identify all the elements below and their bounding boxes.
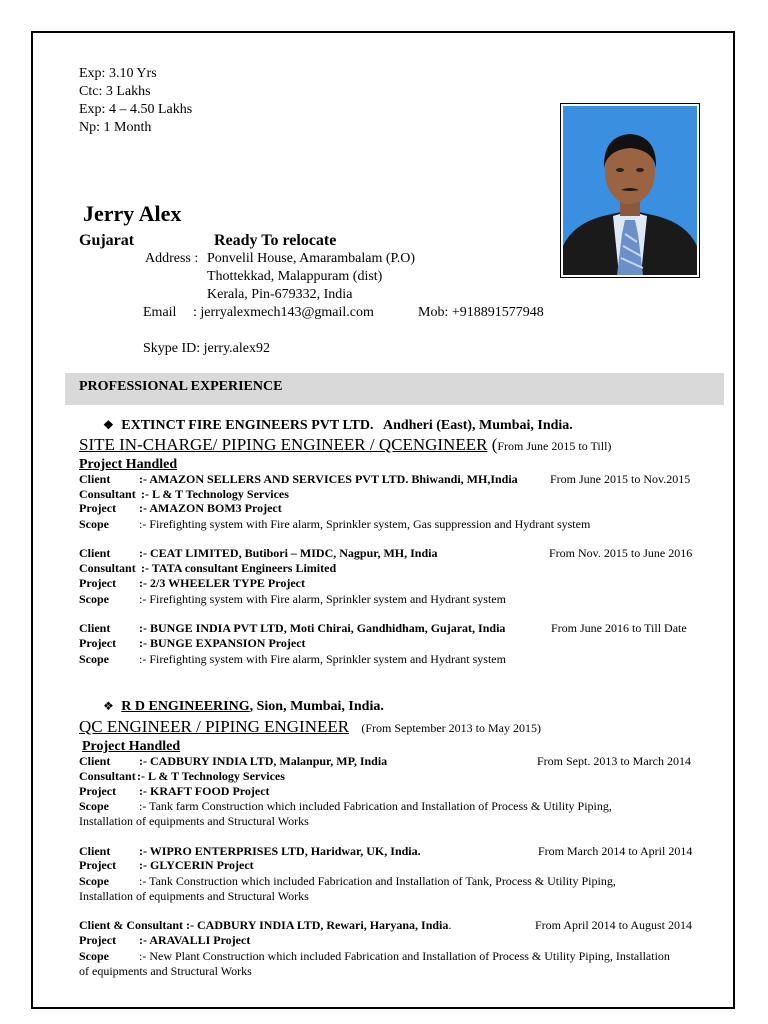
job2-p3-client: Client & Consultant :- CADBURY INDIA LTD, Rewari, Haryana, India. [79,918,452,932]
job2-p2-scope: Scope :- Tank Construction which included Fabrication and Installation of Tank, Process & Utility Piping, [79,874,616,888]
job2-p1-consultant: Consultant:- L & T Technology Services [79,769,285,783]
job1-p3-scope: Scope :- Firefighting system with Fire alarm, Sprinkler system and Hydrant system [79,652,506,666]
candidate-name: Jerry Alex [83,201,182,226]
job2-p2-client: Client :- WIPRO ENTERPRISES LTD, Haridwar, UK, India. [79,844,421,858]
job2-p3-scope: Scope :- New Plant Construction which included Fabrication and Installation of Process & Utility Piping, Installation [79,949,670,963]
address-line-3: Kerala, Pin-679332, India [207,287,353,302]
experience-years: Exp: 3.10 Yrs [79,66,157,81]
job2-location: , Sion, Mumbai, India. [249,699,384,714]
job2-p3-project: Project :- ARAVALLI Project [79,933,251,947]
job2-projects-heading: Project Handled [82,739,181,754]
person-photo-icon [563,106,697,275]
job2-p1-scope-cont: Installation of equipments and Structural Works [79,814,309,828]
job1-p2-consultant: Consultant :- TATA consultant Engineers Limited [79,561,337,575]
job1-p2-project: Project :- 2/3 WHEELER TYPE Project [79,576,305,590]
current-location: Gujarat [79,232,135,249]
notice-period: Np: 1 Month [79,120,152,135]
job1-p3-dates: From June 2016 to Till Date [551,621,687,635]
job2-p2-dates: From March 2014 to April 2014 [538,844,693,858]
job2-role-line [79,716,541,739]
job2-p2-scope-cont: Installation of equipments and Structural Works [79,889,309,903]
job2-p1-scope: Scope :- Tank farm Construction which included Fabrication and Installation of Process & Utility Piping, [79,799,612,813]
expected-ctc: Exp: 4 – 4.50 Lakhs [79,102,193,117]
profile-photo [560,103,700,278]
job1-p2-dates: From Nov. 2015 to June 2016 [549,546,693,560]
diamond-bullet-icon: ❖ [103,699,114,713]
job1-company: EXTINCT FIRE ENGINEERS PVT LTD. [121,418,374,433]
job2-role: QC ENGINEER / PIPING ENGINEER [79,717,350,736]
address-label: Address : [145,251,199,266]
diamond-bullet-icon: ❖ [103,418,114,432]
job2-company-line [103,697,384,716]
job1-location: Andheri (East), Mumbai, India. [382,418,573,433]
mobile-number: Mob: +918891577948 [418,305,544,320]
section-title: PROFESSIONAL EXPERIENCE [79,379,283,394]
address-line-2: Thottekkad, Malappuram (dist) [207,269,383,284]
job2-p1-project: Project :- KRAFT FOOD Project [79,784,270,798]
job1-period: From June 2015 to Till) [497,439,612,453]
job1-period-open: ( [491,435,498,454]
job1-p1-consultant: Consultant :- L & T Technology Services [79,487,289,501]
email-label: Email [143,305,177,320]
job1-p1-project: Project :- AMAZON BOM3 Project [79,501,282,515]
job2-p2-project: Project :- GLYCERIN Project [79,858,254,872]
relocate-note: Ready To relocate [214,232,337,249]
job1-p1-scope: Scope :- Firefighting system with Fire alarm, Sprinkler system, Gas suppression and Hydrant system [79,517,591,531]
job1-p1-dates: From June 2015 to Nov.2015 [550,472,691,486]
job1-company-line [103,416,573,435]
job1-p2-client: Client :- CEAT LIMITED, Butibori – MIDC, Nagpur, MH, India [79,546,438,560]
job1-p1-client: Client :- AMAZON SELLERS AND SERVICES PVT LTD. Bhiwandi, MH,India [79,472,518,486]
job2-p3-dates: From April 2014 to August 2014 [535,918,693,932]
job1-role: SITE IN-CHARGE/ PIPING ENGINEER / QCENGINEER [79,435,488,454]
email-address: : jerryalexmech143@gmail.com [193,305,374,320]
job1-p3-project: Project :- BUNGE EXPANSION Project [79,636,306,650]
job1-p2-scope: Scope :- Firefighting system with Fire alarm, Sprinkler system and Hydrant system [79,592,506,606]
address-line-1: Ponvelil House, Amarambalam (P.O) [207,251,416,266]
job2-p1-dates: From Sept. 2013 to March 2014 [537,754,691,768]
current-ctc: Ctc: 3 Lakhs [79,84,151,99]
job1-role-line [79,434,611,457]
job2-p3-scope-cont: of equipments and Structural Works [79,964,252,978]
job2-company: R D ENGINEERING [121,699,250,714]
job1-p3-client: Client :- BUNGE INDIA PVT LTD, Moti Chirai, Gandhidham, Gujarat, India [79,621,506,635]
job2-period: (From September 2013 to May 2015) [361,721,541,735]
job2-p1-client: Client :- CADBURY INDIA LTD, Malanpur, MP, India [79,754,388,768]
job1-projects-heading: Project Handled [79,457,178,472]
skype-id: Skype ID: jerry.alex92 [143,341,270,356]
